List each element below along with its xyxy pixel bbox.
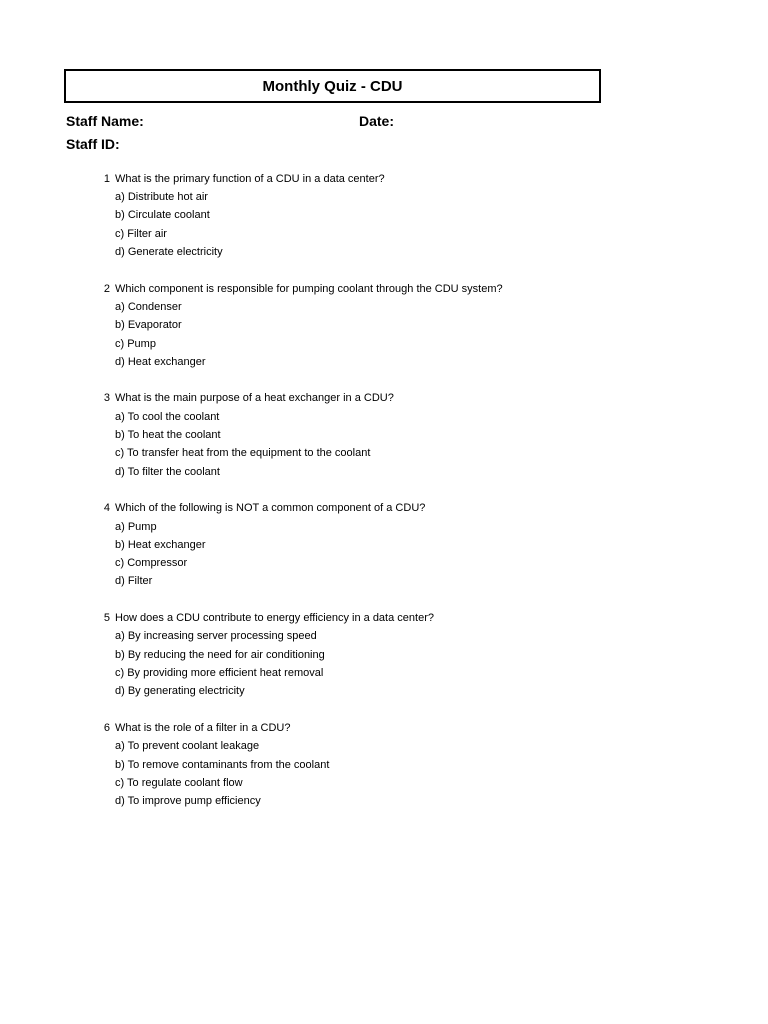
answer-option: a) Condenser [115, 301, 182, 313]
staff-name-label: Staff Name: [66, 113, 144, 129]
question-number: 5 [103, 612, 110, 624]
staff-id-label: Staff ID: [66, 136, 120, 152]
answer-option: b) Evaporator [115, 319, 182, 331]
answer-option: d) Filter [115, 575, 153, 587]
date-label: Date: [359, 113, 395, 129]
answer-option: c) Pump [115, 338, 156, 350]
answer-option: c) Filter air [115, 228, 167, 240]
answer-option: c) Compressor [115, 557, 188, 569]
question-number: 4 [103, 502, 110, 514]
answer-option: d) To filter the coolant [115, 466, 220, 478]
question-text: What is the role of a filter in a CDU? [115, 722, 291, 734]
answer-option: a) To prevent coolant leakage [115, 740, 260, 752]
question-text: Which of the following is NOT a common component of a CDU? [115, 502, 426, 514]
answer-option: b) Heat exchanger [115, 539, 206, 551]
answer-option: c) To transfer heat from the equipment to the coolant [115, 447, 371, 459]
question-number: 6 [103, 722, 110, 734]
answer-option: b) By reducing the need for air conditioning [115, 649, 325, 661]
question-number: 2 [103, 283, 110, 295]
answer-option: c) To regulate coolant flow [115, 777, 243, 789]
answer-option: d) By generating electricity [115, 685, 245, 697]
answer-option: d) Heat exchanger [115, 356, 206, 368]
question-text: What is the primary function of a CDU in a data center? [115, 173, 385, 185]
question-text: What is the main purpose of a heat exchanger in a CDU? [115, 392, 394, 404]
answer-option: c) By providing more efficient heat removal [115, 667, 324, 679]
answer-option: a) Distribute hot air [115, 191, 208, 203]
answer-option: b) To heat the coolant [115, 429, 221, 441]
answer-option: a) To cool the coolant [115, 411, 220, 423]
question-text: How does a CDU contribute to energy efficiency in a data center? [115, 612, 434, 624]
question-text: Which component is responsible for pumping coolant through the CDU system? [115, 283, 503, 295]
answer-option: b) Circulate coolant [115, 209, 210, 221]
answer-option: a) Pump [115, 521, 157, 533]
question-number: 1 [103, 173, 110, 185]
answer-option: a) By increasing server processing speed [115, 630, 317, 642]
question-number: 3 [103, 392, 110, 404]
answer-option: b) To remove contaminants from the coolant [115, 759, 330, 771]
quiz-title: Monthly Quiz - CDU [64, 69, 601, 103]
answer-option: d) To improve pump efficiency [115, 795, 261, 807]
answer-option: d) Generate electricity [115, 246, 223, 258]
